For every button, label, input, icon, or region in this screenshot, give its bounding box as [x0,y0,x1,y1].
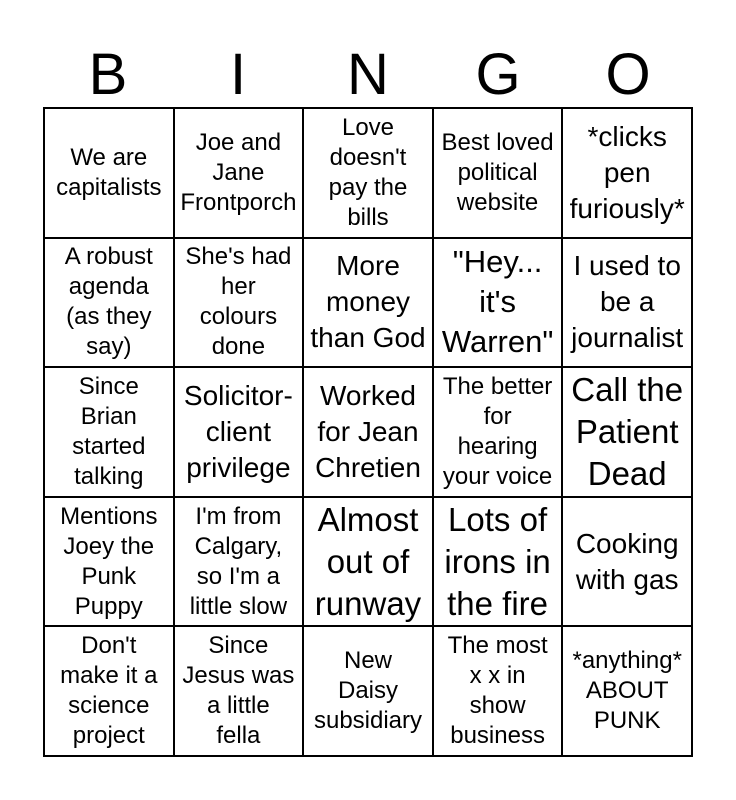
bingo-cell-text: Don't make it a science project [60,632,158,750]
bingo-cell-text: Mentions Joey the Punk Puppy [60,502,158,620]
bingo-cell-r4-c5[interactable] [562,497,692,627]
bingo-cell-r1-c4[interactable] [433,108,563,238]
header-letter-i: I [229,42,247,107]
bingo-cell-r3-c2[interactable] [174,367,304,497]
bingo-cell-text: Call the Patient Dead [571,370,684,492]
bingo-cell-r4-c1[interactable] [44,497,174,627]
bingo-cell-text: New Daisy subsidiary [313,647,423,735]
bingo-cell-r5-c4[interactable] [433,626,563,756]
header-letter-g: G [475,42,521,107]
bingo-card [43,107,693,757]
bingo-cell-r2-c3[interactable] [303,238,433,368]
bingo-cell-text: Solicitor- client privilege [183,379,293,483]
bingo-cell-r4-c4[interactable] [433,497,563,627]
bingo-cell-r1-c2[interactable] [174,108,304,238]
bingo-cell-r3-c5[interactable] [562,367,692,497]
bingo-cell-r2-c1[interactable] [44,238,174,368]
bingo-cell-r2-c2[interactable] [174,238,304,368]
bingo-cell-text: Cooking with gas [575,527,679,595]
header-letter-o: O [605,42,651,107]
header-letter-b: B [88,42,128,107]
bingo-cell-text: Love doesn't pay the bills [328,113,408,231]
bingo-cell-r2-c4[interactable] [433,238,563,368]
bingo-cell-text: Best loved political website [441,128,554,216]
bingo-cell-text: Lots of irons in the fire [444,500,551,622]
bingo-cell-r5-c3[interactable] [303,626,433,756]
bingo-cell-r3-c1[interactable] [44,367,174,497]
bingo-header [43,44,693,106]
bingo-cell-text: A robust agenda (as they say) [64,243,153,361]
bingo-cell-r3-c3[interactable] [303,367,433,497]
bingo-cell-text: Almost out of runway [314,500,422,622]
bingo-cell-r4-c3[interactable] [303,497,433,627]
bingo-cell-r4-c2[interactable] [174,497,304,627]
bingo-cell-r2-c5[interactable] [562,238,692,368]
bingo-cell-text: The most x x in show business [447,632,548,750]
bingo-cell-r1-c1[interactable] [44,108,174,238]
bingo-cell-text: "Hey... it's Warren" [441,244,554,360]
bingo-cell-text: Since Jesus was a little fella [182,632,295,750]
bingo-cell-r5-c5[interactable] [562,626,692,756]
bingo-cell-text: *anything* ABOUT PUNK [572,647,682,735]
bingo-cell-text: More money than God [310,250,426,354]
bingo-cell-text: The better for hearing your voice [442,372,553,490]
bingo-cell-text: Worked for Jean Chretien [315,379,421,483]
bingo-cell-r1-c3[interactable] [303,108,433,238]
header-letter-n: N [347,42,389,107]
bingo-cell-text: I used to be a journalist [571,250,684,354]
bingo-cell-r5-c2[interactable] [174,626,304,756]
bingo-cell-r1-c5[interactable] [562,108,692,238]
bingo-cell-text: *clicks pen furiously* [569,120,685,224]
bingo-cell-r5-c1[interactable] [44,626,174,756]
bingo-cell-r3-c4[interactable] [433,367,563,497]
bingo-cell-text: We are capitalists [56,143,162,201]
bingo-cell-text: I'm from Calgary, so I'm a little slow [189,502,288,620]
bingo-cell-text: Joe and Jane Frontporch [180,128,297,216]
bingo-cell-text: Since Brian started talking [72,372,146,490]
bingo-cell-text: She's had her colours done [185,243,292,361]
